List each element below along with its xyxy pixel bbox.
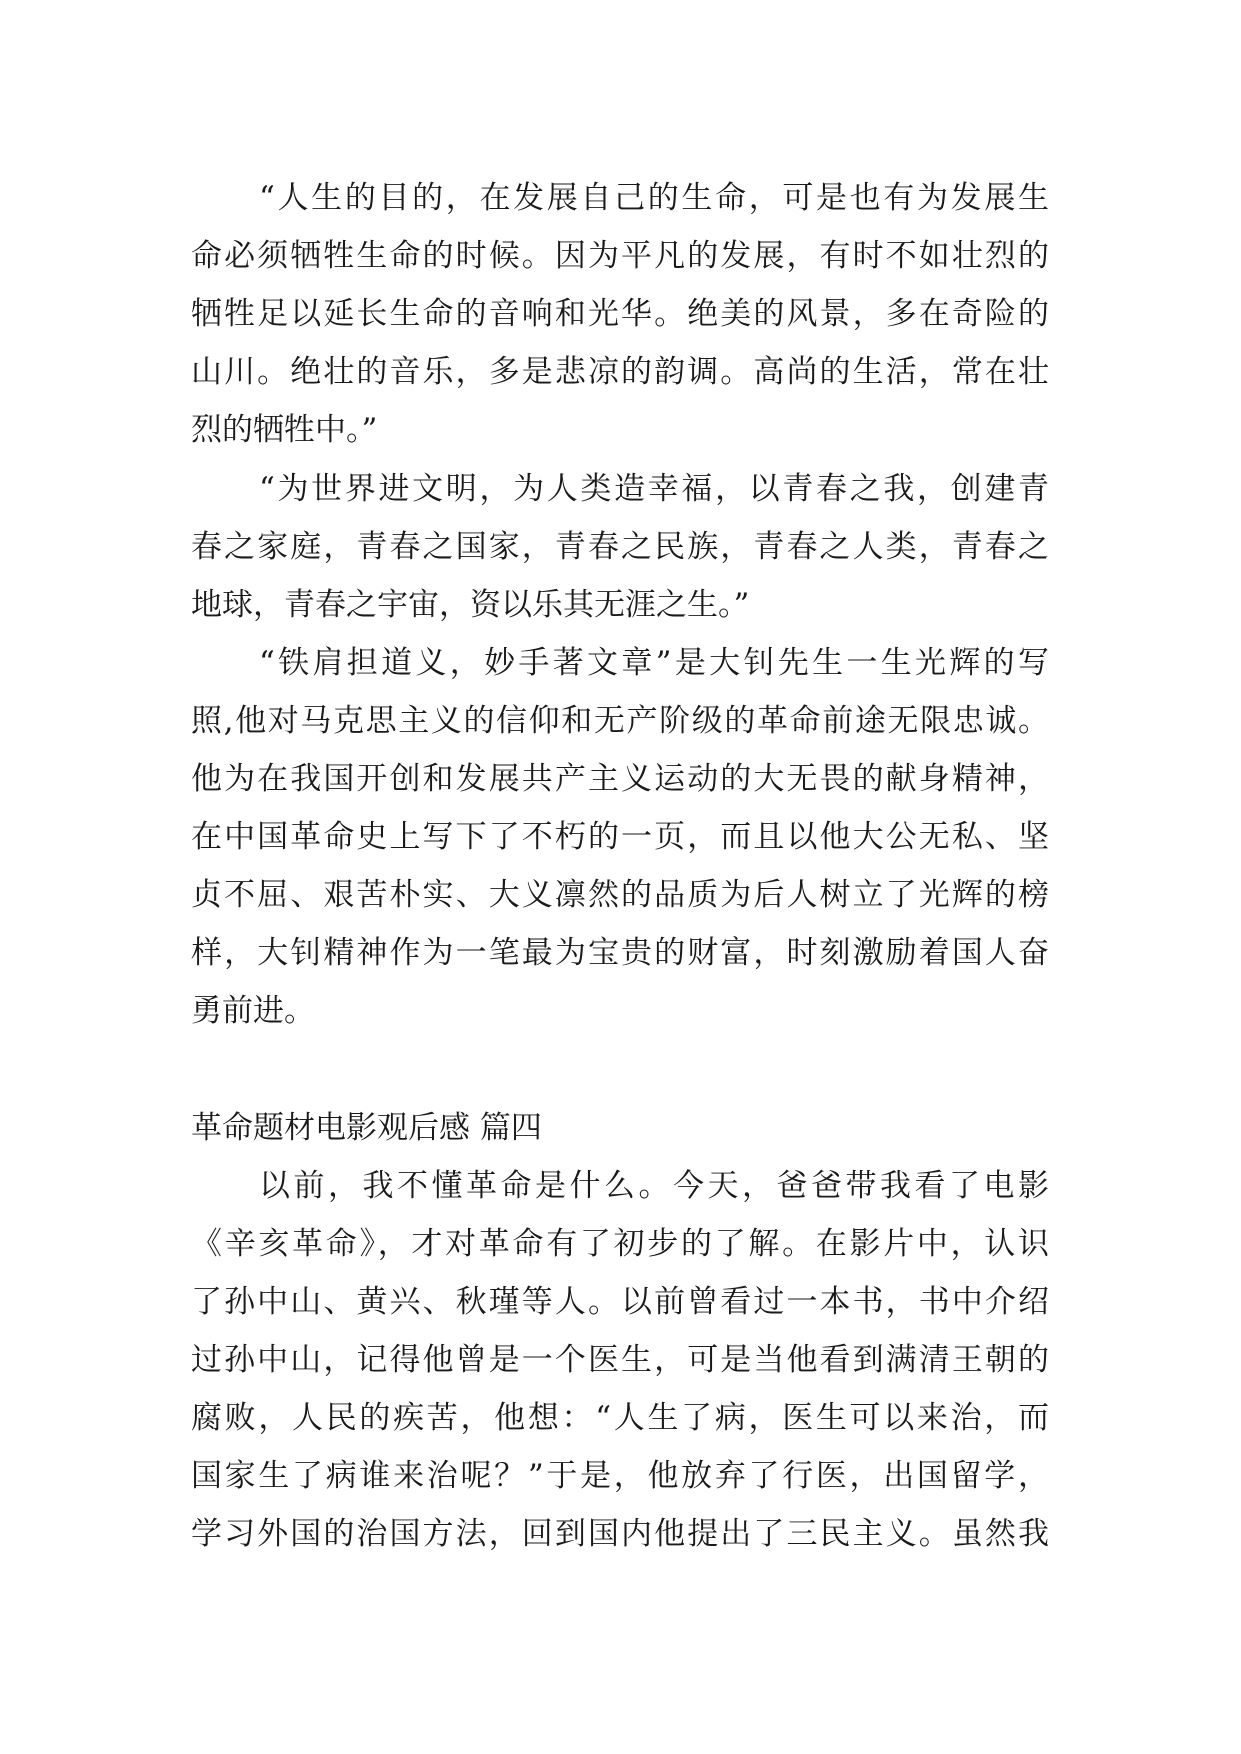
line-text: 贞不屈、艰苦朴实、大义凛然的品质为后人树立了光辉的榜: [191, 877, 1049, 913]
text-line: [0, 865, 1241, 925]
text-line: [0, 342, 1241, 402]
line-text: 样，大钊精神作为一笔最为宝贵的财富，时刻激励着国人奋: [191, 935, 1049, 971]
text-line: [0, 1272, 1241, 1332]
line-text: 他为在我国开创和发展共产主义运动的大无畏的献身精神，: [191, 761, 1049, 797]
text-line: [0, 1504, 1241, 1564]
line-text: [191, 1040, 1049, 1100]
line-text: 了孙中山、黄兴、秋瑾等人。以前曾看过一本书，书中介绍: [191, 1284, 1049, 1320]
text-line: [0, 284, 1241, 344]
text-line: [0, 517, 1241, 577]
text-line: [0, 691, 1241, 751]
text-line: [0, 1330, 1241, 1390]
text-line: [0, 981, 1241, 1041]
section-heading: 革命题材电影观后感 篇四: [191, 1110, 542, 1146]
line-text: 过孙中山，记得他曾是一个医生，可是当他看到满清王朝的: [191, 1342, 1049, 1378]
text-line: [0, 1446, 1241, 1506]
line-text: “为世界进文明，为人类造幸福，以青春之我，创建青: [259, 471, 1049, 507]
text-line: [0, 400, 1241, 460]
line-text: 地球，青春之宇宙，资以乐其无涯之生。”: [191, 587, 750, 623]
text-line: [0, 923, 1241, 983]
line-text: 勇前进。: [191, 993, 315, 1029]
text-line: [0, 749, 1241, 809]
text-line: [0, 226, 1241, 286]
text-line: [0, 1098, 1241, 1158]
line-text: 春之家庭，青春之国家，青春之民族，青春之人类，青春之: [191, 529, 1049, 565]
line-text: “人生的目的，在发展自己的生命，可是也有为发展生: [259, 180, 1049, 216]
line-text: 腐败，人民的疾苦，他想：“人生了病，医生可以来治，而: [191, 1400, 1049, 1436]
text-line: [0, 1156, 1241, 1216]
text-line: [0, 168, 1241, 228]
blank-line: [0, 1040, 1241, 1100]
line-text: 《辛亥革命》，才对革命有了初步的了解。在影片中，认识: [191, 1226, 1049, 1262]
line-text: 山川。绝壮的音乐，多是悲凉的韵调。高尚的生活，常在壮: [191, 354, 1049, 390]
line-text: 在中国革命史上写下了不朽的一页，而且以他大公无私、坚: [191, 819, 1049, 855]
line-text: 牺牲足以延长生命的音响和光华。绝美的风景，多在奇险的: [191, 296, 1049, 332]
text-line: [0, 807, 1241, 867]
line-text: 命必须牺牲生命的时候。因为平凡的发展，有时不如壮烈的: [191, 238, 1049, 274]
line-text: 国家生了病谁来治呢？”于是，他放弃了行医，出国留学，: [191, 1458, 1049, 1494]
text-line: [0, 1388, 1241, 1448]
line-text: 以前，我不懂革命是什么。今天，爸爸带我看了电影: [259, 1168, 1049, 1204]
line-text: 学习外国的治国方法，回到国内他提出了三民主义。虽然我: [191, 1516, 1049, 1552]
text-line: [0, 459, 1241, 519]
text-line: [0, 575, 1241, 635]
text-line: [0, 1214, 1241, 1274]
text-line: [0, 633, 1241, 693]
line-text: “铁肩担道义，妙手著文章”是大钊先生一生光辉的写: [259, 645, 1049, 681]
line-text: 烈的牺牲中。”: [191, 412, 378, 448]
line-text: 照,他对马克思主义的信仰和无产阶级的革命前途无限忠诚。: [191, 703, 1049, 739]
